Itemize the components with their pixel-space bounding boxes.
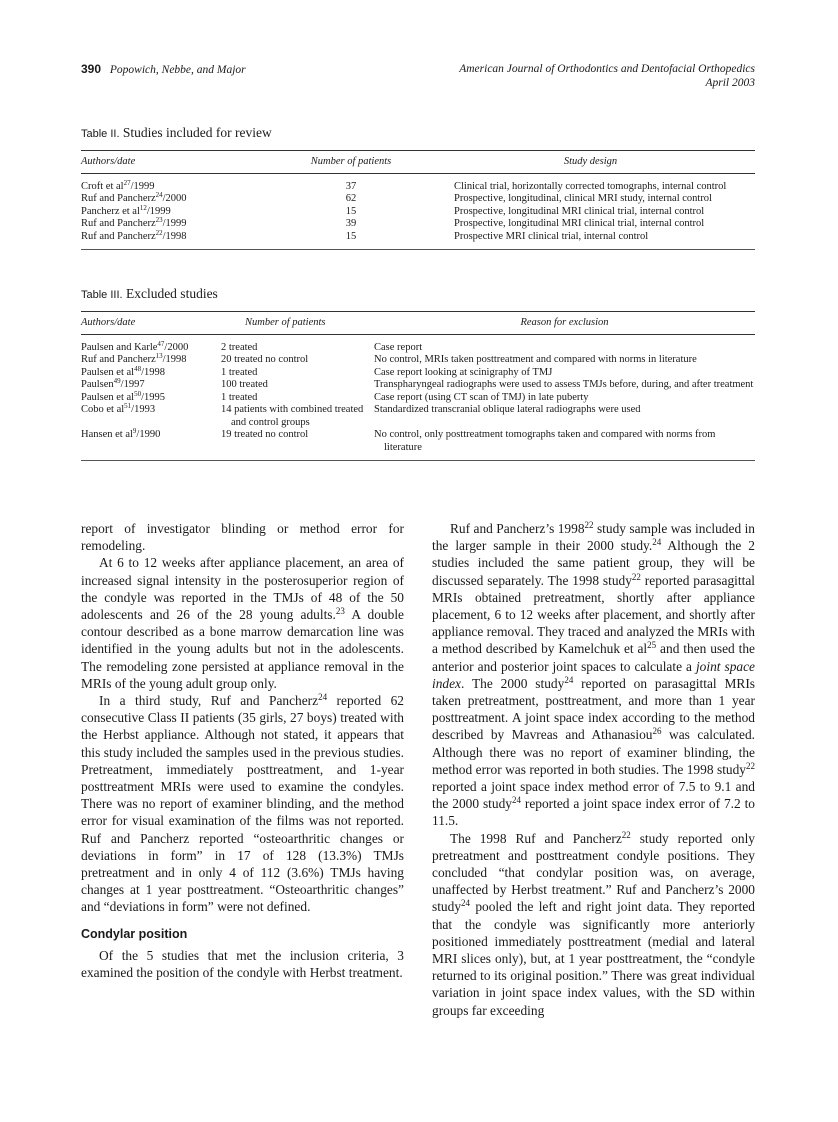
cell-author-date: Croft et $al^{27}/1999$ — [81, 178, 155, 192]
paragraph: Ruf and Pancherz’s 1998$^{22}$ study sample was included in the larger sample in their 2000 study.$^{24}$ Although the 2 studies included the same patient group, they will be discussed separately. The 1998 study$^{22}$ reported parasagittal MRIs obtained pretreatment, shortly after appliance placement, 6 to 12 weeks after placement, and shortly after appliance removal. They traced and analyzed the MRIs with a method described by Kamelchuk et $al^{25}$ and then used the anterior and posterior joint spaces to calculate a joint space index. The 2000 study$^{24}$ reported on parasagittal MRIs taken pretreatment, posttreatment, and more than 1 year posttreatment. A joint space index according to the method described by Mavreas and Athanasiou$^{26}$ was calculated. Although there was no report of examiner blinding, the method error was reported in both studies. The 1998 study$^{22}$ reported a joint space index method error of 7.5 to 9.1 and the 2000 study$^{24}$ reported a joint space index error of 7.2 to 11.5. — [432, 520, 756, 829]
table3-header-row — [81, 312, 755, 335]
table2-title: Studies included for review — [122, 125, 272, 140]
cell-author-date: Paulsen$^{49}$/1997 — [81, 377, 145, 390]
cell-author-date: Pancherz et $al^{12}/1999$ — [81, 203, 171, 217]
table-row — [81, 193, 755, 206]
section-heading-condylar-position: Condylar position — [81, 926, 188, 941]
cell-reason: Case report — [374, 341, 423, 353]
table-row — [81, 392, 755, 405]
cell-reason: Transpharyngeal radiographs were used to assess TMJs before, during, and after treatment — [374, 379, 754, 390]
paragraph: The 1998 Ruf and Pancherz$^{22}$ study reported only pretreatment and posttreatment condyle positions. They concluded “that condylar position was, on average, unaffected by Herbst treatment.” Ruf and Pancherz’s 2000 study$^{24}$ pooled the left and right joint data. They reported that the condyle was significantly more anteriorly positioned immediately posttreatment (medial and lateral MRI slices only), but, at 1 year posttreatment, the “condyle returned to its original position.” There was great individual variation in joint space index values, with the SD within groups far exceeding — [432, 829, 756, 1018]
page-number: 390 — [81, 62, 102, 76]
table-row — [81, 218, 755, 231]
cell-patients: 62 — [345, 193, 357, 204]
cell-author-date: Cobo et $al^{51}/1993$ — [81, 402, 156, 415]
table3-caption — [81, 286, 218, 302]
cell-design: Clinical trial, horizontally corrected tomographs, internal control — [454, 180, 727, 192]
running-head — [81, 62, 755, 89]
cell-patients: 15 — [276, 231, 426, 250]
table-row — [81, 173, 755, 193]
cell-design: Prospective MRI clinical trial, internal control — [426, 231, 755, 250]
cell-patients: 37 — [345, 180, 357, 192]
table2-header-row — [81, 151, 755, 174]
cell-design: Prospective, longitudinal, clinical MRI study, internal control — [454, 193, 712, 204]
journal-title: American Journal of Orthodontics and Dentofacial Orthopedics — [459, 63, 755, 75]
body-column-right — [432, 520, 755, 1019]
running-head-journal — [459, 62, 755, 90]
table2-header-authors: Authors/date — [81, 151, 276, 174]
paragraph: At 6 to 12 weeks after appliance placement, an area of increased signal intensity in the posterosuperior region of the condyle was reported in the TMJs of 48 of the 50 adolescents and 26 of the 28 young adults.$^{23}$ A double contour described as a bone marrow demarcation line was identified in the young adults but not in the adolescents. The remodeling zone persisted at appliance removal in the MRIs of the young adult group only. — [81, 555, 404, 691]
table3-excluded-studies — [81, 311, 755, 461]
table-row — [81, 231, 755, 250]
table3-header-reason: Reason for exclusion — [374, 312, 755, 335]
cell-reason: Case report looking at scinigraphy of TMJ — [374, 366, 553, 378]
table-row — [81, 429, 755, 461]
cell-author-date: Paulsen and Karle$^{47}$/2000 — [81, 339, 189, 353]
cell-author-date: Ruf and Pancherz$^{23}$/1999 — [81, 216, 187, 229]
cell-author-date: Ruf and Pancherz$^{24}$/2000 — [81, 191, 187, 204]
table2-caption — [81, 125, 272, 141]
table3-title: Excluded studies — [125, 286, 218, 301]
cell-design: Prospective, longitudinal MRI clinical trial, internal control — [454, 205, 705, 217]
table-row — [81, 404, 755, 429]
cell-patients: 19 treated no control — [221, 429, 374, 461]
table-row — [81, 367, 755, 380]
cell-author-date: Hansen et $al^9/1990$ — [81, 429, 221, 461]
cell-reason: No control, only posttreatment tomographs taken and compared with norms from literature — [374, 429, 755, 461]
cell-reason: No control, MRIs taken posttreatment and compared with norms in literature — [374, 354, 697, 365]
table-row — [81, 206, 755, 219]
table-row — [81, 354, 755, 367]
cell-patients: 2 treated — [221, 341, 258, 353]
cell-patients: 1 treated — [221, 366, 258, 378]
table2-header-design: Study design — [426, 151, 755, 174]
paragraph: In a third study, Ruf and Pancherz$^{24}$ reported 62 consecutive Class II patients (35 girls, 27 boys) treated with the Herbst appliance. Although not stated, it appears that this study included the samples used in the previous studies. Pretreatment, immediately posttreatment, and 1-year posttreatment MRIs were used to examine the condyles. There was no report of examiner blinding, and the method error for visual examination of the films was not reported. Ruf and Pancherz reported “osteoarthritic changes or deviations in form” in 17 of 128 (13.3%) TMJs pretreatment and in only 4 of 112 (3.6%) TMJs having changes at 1 year posttreatment. “Osteoarthritic changes” and “deviations in form” were not defined. — [81, 692, 404, 915]
cell-patients: 14 patients with combined treated and control groups — [221, 404, 364, 428]
table3-label: Table III. — [81, 289, 123, 301]
cell-patients: 15 — [345, 205, 357, 217]
paragraph: report of investigator blinding or method error for remodeling. — [81, 521, 404, 554]
cell-patients: 1 treated — [221, 391, 258, 403]
paragraph: Of the 5 studies that met the inclusion criteria, 3 examined the position of the condyle with Herbst treatment. — [81, 947, 404, 981]
cell-reason: Standardized transcranial oblique lateral radiographs were used — [374, 404, 641, 415]
issue-date: April 2003 — [705, 77, 755, 89]
cell-design: Prospective, longitudinal MRI clinical trial, internal control — [454, 218, 705, 229]
table-row — [81, 379, 755, 392]
running-head-authors: Popowich, Nebbe, and Major — [109, 64, 246, 76]
table2-label: Table II. — [81, 128, 120, 140]
table2-header-patients: Number of patients — [276, 151, 426, 174]
cell-reason: Case report (using CT scan of TMJ) in late puberty — [374, 391, 589, 403]
table2-included-studies — [81, 150, 755, 250]
table3-header-patients: Number of patients — [221, 312, 374, 335]
cell-author-date: Ruf and Pancherz$^{13}$/1998 — [81, 352, 187, 365]
cell-author-date: Paulsen et $al^{50}/1995$ — [81, 389, 165, 403]
cell-patients: 100 treated — [221, 379, 268, 390]
cell-author-date: Ruf and Pancherz$^{22}$/1998 — [81, 231, 276, 250]
table3-header-authors: Authors/date — [81, 312, 221, 335]
cell-author-date: Paulsen et $al^{48}/1998$ — [81, 364, 165, 378]
body-column-left — [81, 520, 404, 981]
table-row — [81, 334, 755, 354]
cell-patients: 20 treated no control — [221, 354, 309, 365]
cell-patients: 39 — [345, 218, 357, 229]
